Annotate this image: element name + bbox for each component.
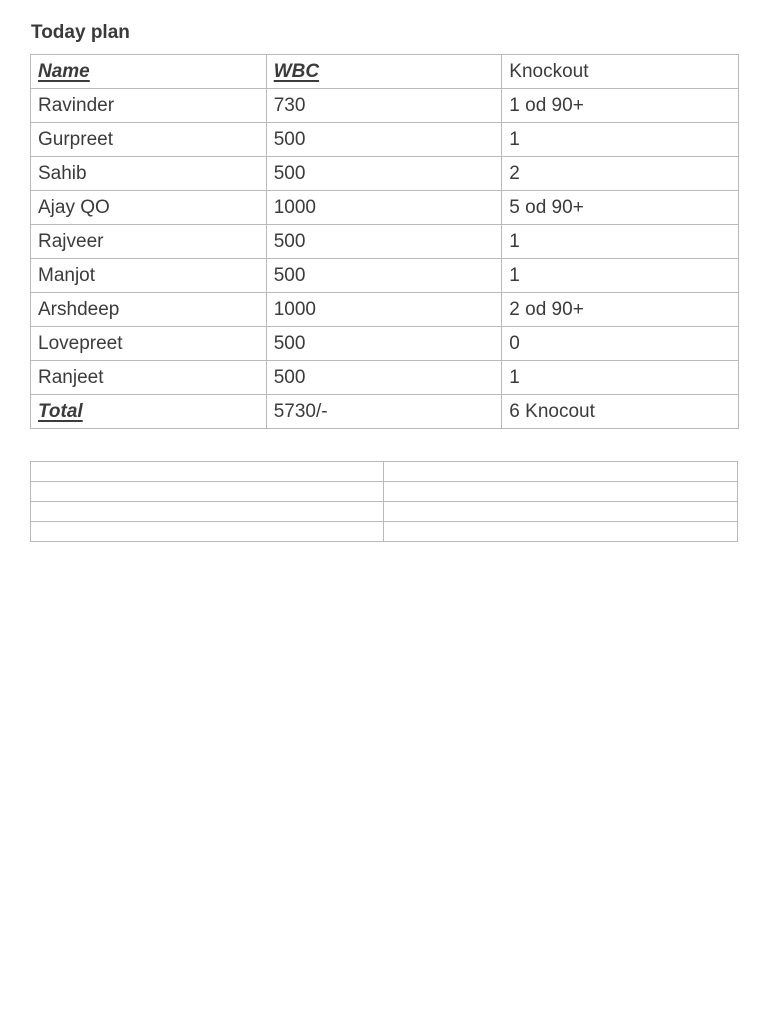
table-row [31, 259, 739, 293]
table-cell[interactable]: 1 [502, 259, 739, 293]
table-cell[interactable]: 1 [502, 225, 739, 259]
table-cell[interactable]: Arshdeep [31, 293, 267, 327]
table-cell[interactable] [31, 502, 384, 522]
table-row [31, 123, 739, 157]
table-total-row [31, 395, 739, 429]
table-row [31, 327, 739, 361]
table-cell[interactable] [383, 522, 738, 542]
table-cell[interactable]: 2 od 90+ [502, 293, 739, 327]
table-cell[interactable]: 0 [502, 327, 739, 361]
table-cell[interactable]: Sahib [31, 157, 267, 191]
note-title[interactable]: Today plan [31, 22, 130, 43]
table-cell[interactable]: 730 [266, 89, 502, 123]
table-cell[interactable] [31, 482, 384, 502]
table-cell[interactable]: 6 Knocout [502, 395, 739, 429]
table-cell[interactable] [502, 55, 739, 89]
empty-table[interactable] [30, 461, 738, 542]
plan-table[interactable] [30, 54, 739, 429]
table-cell[interactable]: Lovepreet [31, 327, 267, 361]
table-row [31, 225, 739, 259]
table-cell[interactable] [31, 462, 384, 482]
table-row [31, 361, 739, 395]
table-header-row [31, 55, 739, 89]
header-wbc: WBC [273, 60, 320, 82]
table-cell[interactable]: 1 [502, 123, 739, 157]
header-knockout: Knockout [509, 60, 589, 82]
table-cell[interactable] [383, 502, 738, 522]
table-cell[interactable]: 500 [266, 123, 502, 157]
table-cell[interactable] [266, 55, 502, 89]
table-cell[interactable]: 500 [266, 361, 502, 395]
table-cell[interactable]: Ravinder [31, 89, 267, 123]
table-row [31, 191, 739, 225]
table-cell[interactable]: 500 [266, 225, 502, 259]
table-row [31, 522, 738, 542]
table-cell[interactable]: Rajveer [31, 225, 267, 259]
table-cell[interactable]: Manjot [31, 259, 267, 293]
table-cell[interactable]: 1000 [266, 293, 502, 327]
table-cell[interactable]: Ajay QO [31, 191, 267, 225]
table-cell[interactable] [383, 482, 738, 502]
table-cell[interactable] [383, 462, 738, 482]
table-cell[interactable]: 1000 [266, 191, 502, 225]
table-cell[interactable]: 1 [502, 361, 739, 395]
table-cell[interactable]: 5 od 90+ [502, 191, 739, 225]
table-row [31, 157, 739, 191]
table-row [31, 482, 738, 502]
table-row [31, 502, 738, 522]
table-cell[interactable]: 2 [502, 157, 739, 191]
table-cell[interactable]: 500 [266, 327, 502, 361]
table-cell[interactable]: 5730/- [266, 395, 502, 429]
table-cell[interactable] [31, 55, 267, 89]
table-cell[interactable] [31, 522, 384, 542]
table-cell[interactable]: 500 [266, 259, 502, 293]
table-row [31, 89, 739, 123]
table-cell[interactable]: 500 [266, 157, 502, 191]
table-cell[interactable]: 1 od 90+ [502, 89, 739, 123]
table-row [31, 293, 739, 327]
table-row [31, 462, 738, 482]
header-name: Name [38, 60, 90, 82]
total-label: Total [38, 400, 83, 422]
table-cell[interactable]: Gurpreet [31, 123, 267, 157]
table-cell[interactable]: Ranjeet [31, 361, 267, 395]
table-cell[interactable] [31, 395, 267, 429]
